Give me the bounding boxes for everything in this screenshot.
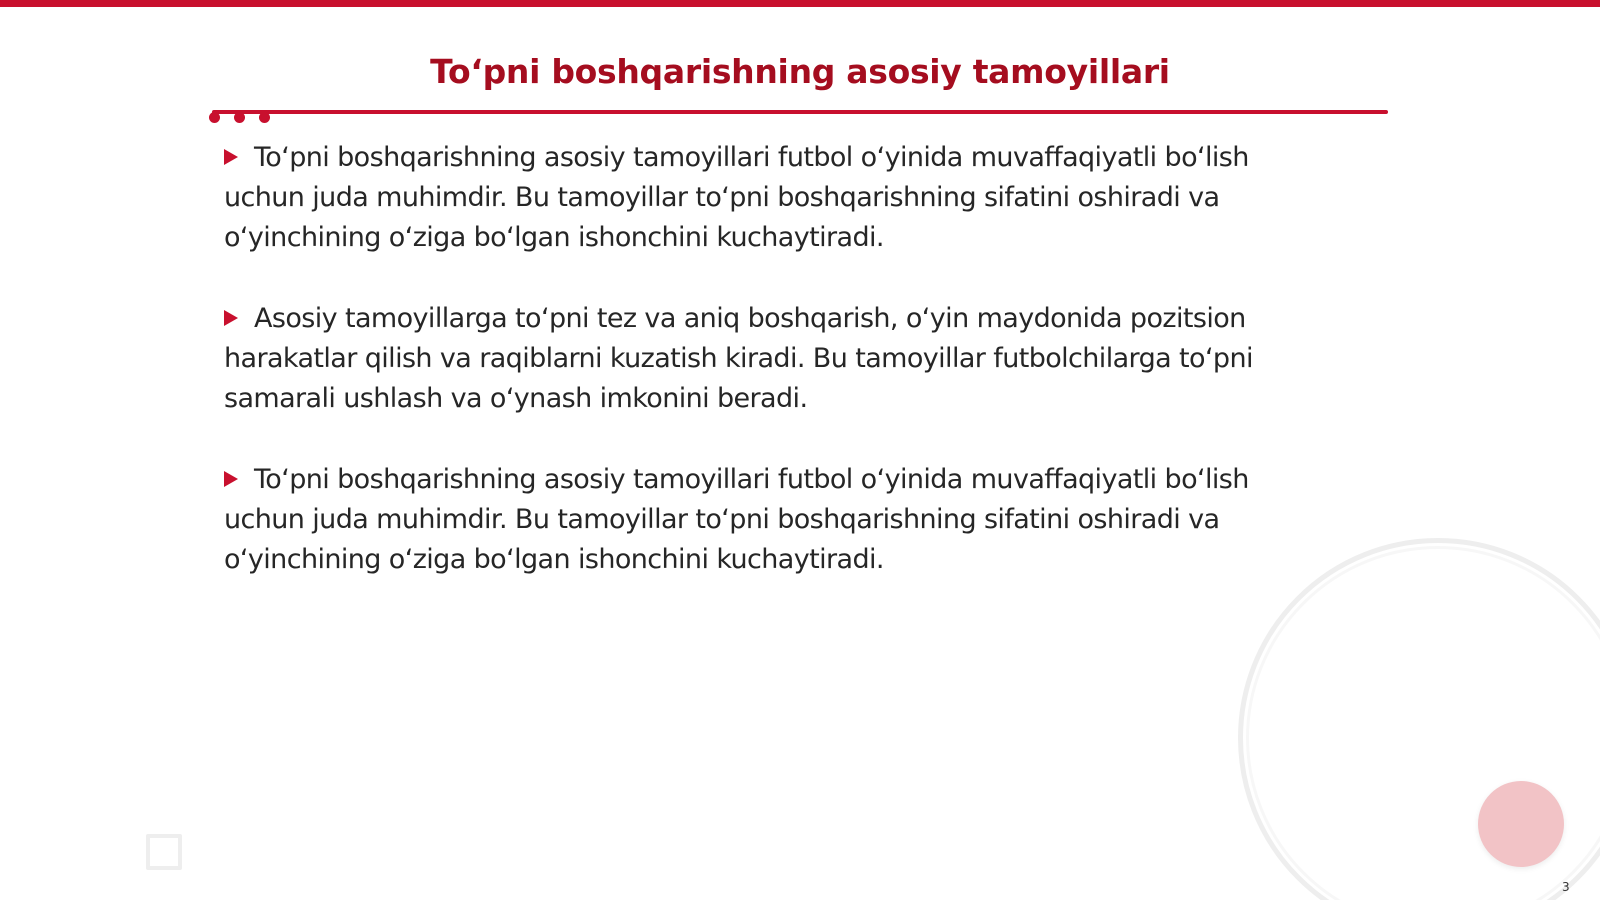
decor-square — [146, 834, 182, 870]
bullet-text: Asosiy tamoyillarga to‘pni tez va aniq boshqarish, o‘yin maydonida pozitsion harakatlar qilish va raqiblarni kuzatish kiradi. Bu tamoyillar futbolchilarga to‘pni samarali ushlash va o‘ynash imkonini beradi. — [224, 303, 1253, 414]
page-number: 3 — [1562, 880, 1570, 894]
triangle-right-icon — [224, 149, 238, 165]
decor-dot — [259, 112, 270, 123]
bullet-item — [224, 460, 1324, 580]
top-accent-bar — [0, 0, 1600, 7]
triangle-right-icon — [224, 310, 238, 326]
bullet-text: To‘pni boshqarishning asosiy tamoyillari futbol o‘yinida muvaffaqiyatli bo‘lish uchun juda muhimdir. Bu tamoyillar to‘pni boshqarishning sifatini oshiradi va o‘yinchining o‘ziga bo‘lgan ishonchini kuchaytiradi. — [224, 464, 1249, 575]
decor-pink-circle — [1478, 781, 1564, 867]
decor-dot — [209, 112, 220, 123]
slide-title: To‘pni boshqarishning asosiy tamoyillari — [430, 52, 1170, 91]
bullet-item — [224, 299, 1324, 419]
bullet-list — [224, 138, 1324, 621]
decor-dot — [234, 112, 245, 123]
bullet-text: To‘pni boshqarishning asosiy tamoyillari futbol o‘yinida muvaffaqiyatli bo‘lish uchun juda muhimdir. Bu tamoyillar to‘pni boshqarishning sifatini oshiradi va o‘yinchining o‘ziga bo‘lgan ishonchini kuchaytiradi. — [224, 142, 1249, 253]
bullet-item — [224, 138, 1324, 258]
title-underline — [212, 110, 1388, 114]
triangle-right-icon — [224, 471, 238, 487]
